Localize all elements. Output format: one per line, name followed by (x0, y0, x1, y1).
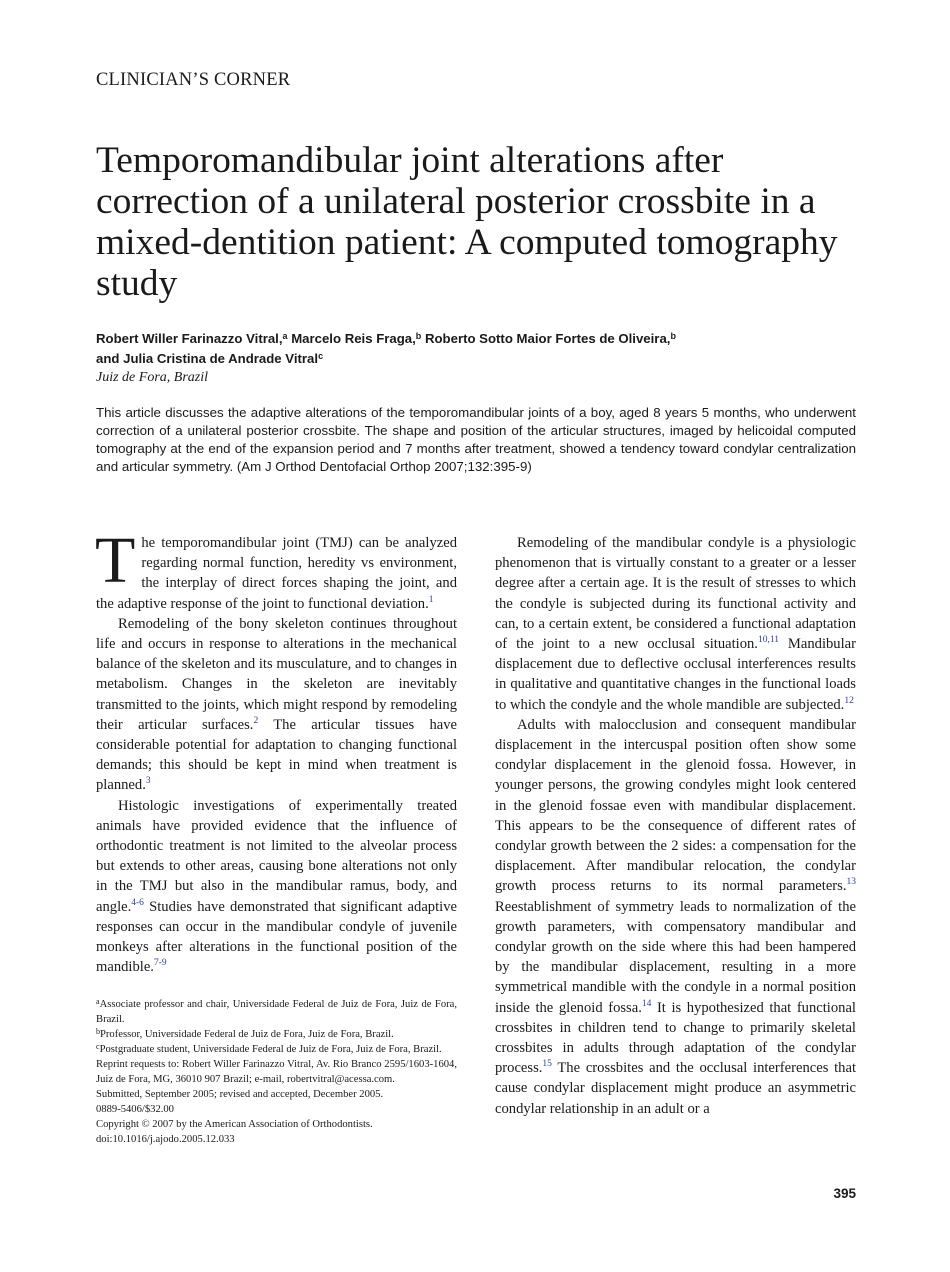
body-column-left (95, 524, 457, 977)
drop-cap: T (95, 524, 136, 597)
body-paragraph (96, 614, 457, 796)
author-name: Robert Willer Farinazzo Vitral, (96, 331, 283, 346)
copyright: Copyright © 2007 by the American Association of Orthodontists. (96, 1119, 373, 1130)
body-paragraph (96, 796, 457, 978)
body-text: Histologic investigations of experimentally treated animals have provided evidence that the influence of orthodontic treatment is not limited to the alveolar process but extends to other areas, causing bone alterations not only in the TMJ but also in the mandibular ramus, body, and angle. (96, 797, 457, 915)
body-text: Remodeling of the mandibular condyle is a physiologic phenomenon that is virtually constant to a greater or a lesser degree after a certain age. It is the result of stresses to which the condyle is subjected during its functional activity and can, to a certain extent, be considered a functional adaptation of the joint to a new occlusal situation. (495, 535, 856, 653)
reference-link[interactable]: 12 (844, 695, 854, 706)
author-affiliation-mark: b (415, 331, 422, 341)
reference-link[interactable]: 15 (542, 1059, 552, 1070)
doi-link[interactable]: doi:10.1016/j.ajodo.2005.12.033 (96, 1134, 235, 1145)
page-number: 395 (833, 1186, 856, 1201)
body-text: Adults with malocclusion and consequent mandibular displacement in the intercuspal position often show some condylar displacement in the glenoid fossa. However, in younger persons, the growing condyles might look centered in the glenoid fossae even with mandibular displacement. This appears to be the consequence of different rates of condylar growth between the 2 sides: a compensation for the displacement. After mandibular relocation, the condylar growth process returns to its normal parameters. (495, 716, 856, 895)
issn: 0889-5406/$32.00 (96, 1104, 174, 1115)
body-paragraph (95, 524, 457, 614)
body-text: Studies have demonstrated that significant adaptive responses can occur in the mandibular condyle of juvenile monkeys after alterations in the functional position of the mandible. (96, 898, 457, 976)
footnote-text: Professor, Universidade Federal de Juiz de Fora, Juiz de Fora, Brazil. (100, 1029, 394, 1040)
article-title: Temporomandibular joint alterations after correction of a unilateral posterior crossbite in a mixed-dentition patient: A computed tomography study (96, 140, 838, 304)
footnote-text: Postgraduate student, Universidade Federal de Juiz de Fora, Juiz de Fora, Brazil. (99, 1044, 442, 1055)
body-text: Remodeling of the bony skeleton continues throughout life and occurs in response to alterations in the mechanical balance of the skeleton and its musculature, and to changes in metabolism. Changes in the skeleton are inevitably transmitted to the joints, which might respond by remodeling their articular surfaces. (96, 615, 457, 733)
body-paragraph (495, 533, 856, 715)
section-label: CLINICIAN’S CORNER (96, 70, 291, 90)
author-affiliation-mark: b (670, 331, 676, 341)
author-list (96, 329, 856, 369)
reference-link[interactable]: 3 (145, 776, 151, 787)
reference-link[interactable]: 1 (428, 594, 434, 605)
body-text: It is hypothesized that functional crossbites in children tend to change to primarily skeletal crossbites in adults through adaptation of the condylar process. (495, 999, 856, 1077)
body-text: The crossbites and the occlusal interferences that cause condylar displacement might produce an asymmetric condylar relationship in an adult or a (495, 1060, 856, 1117)
footnote (96, 997, 457, 1027)
body-text: he temporomandibular joint (TMJ) can be analyzed regarding normal function, heredity vs environment, the interplay of direct forces shaping the joint, and the adaptive response of the joint to functional deviation. (96, 535, 457, 612)
author-location: Juiz de Fora, Brazil (96, 370, 208, 385)
reference-link[interactable]: 14 (641, 998, 652, 1009)
reference-link[interactable]: 4-6 (131, 897, 144, 908)
body-column-right (495, 533, 856, 1119)
author-name: Marcelo Reis Fraga, (291, 331, 416, 346)
footnotes (96, 997, 457, 1147)
reference-link[interactable]: 7-9 (153, 958, 167, 969)
author-name: and Julia Cristina de Andrade Vitral (96, 351, 319, 366)
body-paragraph (495, 715, 856, 1119)
reprint-request: Reprint requests to: Robert Willer Farinazzo Vitral, Av. Rio Branco 2595/1603-1604, Juiz de Fora, MG, 36010 907 Brazil; e-mail, robertvitral@acessa.com. (96, 1059, 457, 1085)
footnote-mark: a (96, 997, 100, 1006)
footnote-mark: c (96, 1042, 100, 1051)
footnote-text: Associate professor and chair, Universidade Federal de Juiz de Fora, Juiz de Fora, Brazil. (96, 999, 457, 1025)
author-affiliation-mark: c (318, 351, 324, 361)
author-affiliation-mark: a (282, 331, 288, 341)
reference-link[interactable]: 2 (253, 715, 259, 726)
author-name: Roberto Sotto Maior Fortes de Oliveira, (424, 331, 671, 346)
submission-dates: Submitted, September 2005; revised and accepted, December 2005. (96, 1089, 384, 1100)
footnote (96, 1027, 457, 1042)
body-text: Reestablishment of symmetry leads to normalization of the growth parameters, with compensatory mandibular and condylar growth on the side where this had been hampered by the mandibular displacement, resulting in a more symmetrical mandible with the condyle in a normal position inside the glenoid fossa. (495, 898, 856, 1016)
abstract: This article discusses the adaptive alterations of the temporomandibular joints of a boy, aged 8 years 5 months, who underwent correction of a unilateral posterior crossbite. The shape and position of the articular structures, imaged by helicoidal computed tomography at the end of the expansion period and 7 months after treatment, showed a tendency toward condylar centralization and articular symmetry. (Am J Orthod Dentofacial Orthop 2007;132:395-9) (96, 405, 856, 474)
body-text: The articular tissues have considerable potential for adaptation to changing functional demands; this should be kept in mind when treatment is planned. (96, 716, 457, 794)
reference-link[interactable]: 13 (846, 877, 856, 888)
footnote-mark: b (96, 1027, 100, 1036)
footnote (96, 1042, 457, 1057)
reference-link[interactable]: 10,11 (757, 635, 779, 646)
body-text: Mandibular displacement due to deflective occlusal interferences results in qualitative and quantitative changes in the functional loads to which the condyle and the whole mandible are subjected. (495, 636, 856, 713)
